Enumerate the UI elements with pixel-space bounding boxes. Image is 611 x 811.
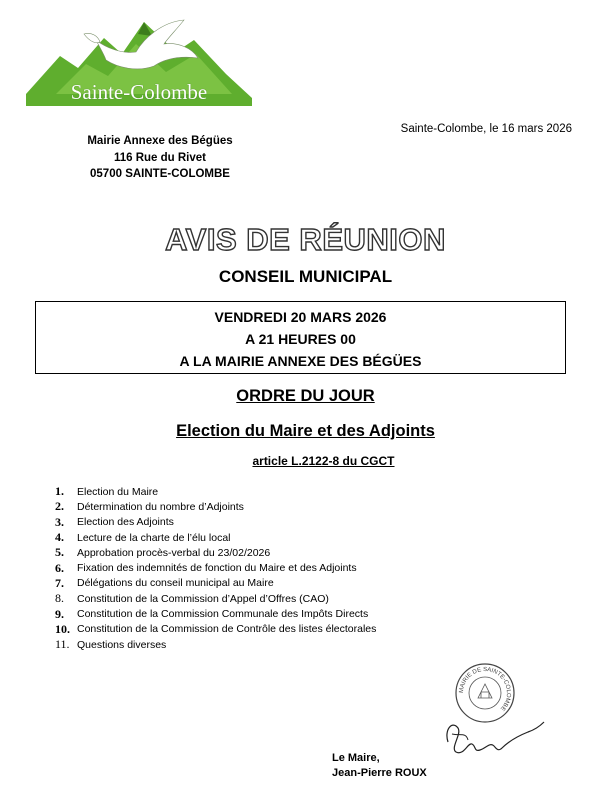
seal-text: MAIRIE DE SAINTE-COLOMBE — [458, 666, 512, 712]
meeting-time: A 21 HEURES 00 — [245, 331, 356, 347]
agenda-subtitle: Election du Maire et des Adjoints — [176, 422, 435, 440]
meeting-details-box — [35, 301, 566, 374]
sender-line: 116 Rue du Rivet — [113, 151, 207, 164]
agenda-list — [55, 484, 475, 652]
logo-wordmark: Sainte-Colombe — [70, 80, 208, 104]
agenda-item-text: Lecture de la charte de l’élu local — [77, 531, 231, 544]
sender-line: Mairie Annexe des Bégües — [87, 135, 233, 147]
agenda-item-number: 5. — [55, 545, 64, 560]
agenda-item-number: 1. — [55, 484, 64, 499]
signer-block — [332, 751, 427, 781]
agenda-item-number: 6. — [55, 560, 64, 575]
agenda-item — [55, 622, 475, 637]
agenda-item-number: 2. — [55, 499, 64, 514]
agenda-item-number: 9. — [55, 606, 64, 621]
agenda-item-text: Election des Adjoints — [77, 516, 174, 529]
agenda-item — [55, 515, 475, 530]
meeting-day: VENDREDI 20 MARS 2026 — [214, 309, 387, 325]
legal-reference: article L.2122-8 du CGCT — [252, 454, 395, 468]
signer-name: Jean-Pierre ROUX — [332, 767, 427, 779]
document-subtitle: CONSEIL MUNICIPAL — [218, 267, 393, 286]
agenda-item — [55, 545, 475, 560]
agenda-item-number: 8. — [55, 591, 64, 606]
signature-icon — [438, 712, 548, 762]
agenda-item — [55, 484, 475, 499]
agenda-item-text: Constitution de la Commission Communale des Impôts Directs — [77, 608, 369, 621]
agenda-item-text: Constitution de la Commission de Contrôle des listes électorales — [77, 623, 377, 636]
sender-address — [60, 133, 260, 183]
agenda-item-number: 11. — [55, 637, 70, 652]
agenda-item-text: Détermination du nombre d’Adjoints — [77, 500, 244, 513]
place-date: Sainte-Colombe, le 16 mars 2026 — [400, 123, 572, 135]
agenda-item — [55, 530, 475, 545]
agenda-item-text: Election du Maire — [77, 485, 159, 498]
agenda-item-text: Fixation des indemnités de fonction du Maire et des Adjoints — [77, 562, 357, 575]
agenda-title: ORDRE DU JOUR — [236, 387, 375, 405]
agenda-item-text: Approbation procès-verbal du 23/02/2026 — [77, 546, 271, 559]
town-logo — [26, 14, 252, 106]
agenda-item — [55, 576, 475, 591]
agenda-item — [55, 591, 475, 606]
meeting-place: A LA MAIRIE ANNEXE DES BÉGÜES — [179, 353, 422, 369]
agenda-item — [55, 606, 475, 621]
handwritten-signature — [438, 712, 548, 762]
sender-line: 05700 SAINTE-COLOMBE — [90, 168, 230, 180]
agenda-item-number: 4. — [55, 530, 64, 545]
agenda-item — [55, 499, 475, 514]
agenda-item-text: Délégations du conseil municipal au Maire — [77, 577, 274, 590]
agenda-item-text: Questions diverses — [77, 638, 167, 651]
svg-text:MAIRIE DE SAINTE-COLOMBE — [459, 667, 511, 711]
agenda-item-number: 3. — [55, 514, 64, 529]
document-title: AVIS DE RÉUNION — [165, 222, 446, 257]
signer-role: Le Maire, — [332, 752, 380, 764]
agenda-item — [55, 560, 475, 575]
agenda-item-number: 10. — [55, 621, 70, 636]
agenda-item — [55, 637, 475, 652]
agenda-item-text: Constitution de la Commission d’Appel d’Offres (CAO) — [77, 592, 329, 605]
agenda-item-number: 7. — [55, 575, 64, 590]
